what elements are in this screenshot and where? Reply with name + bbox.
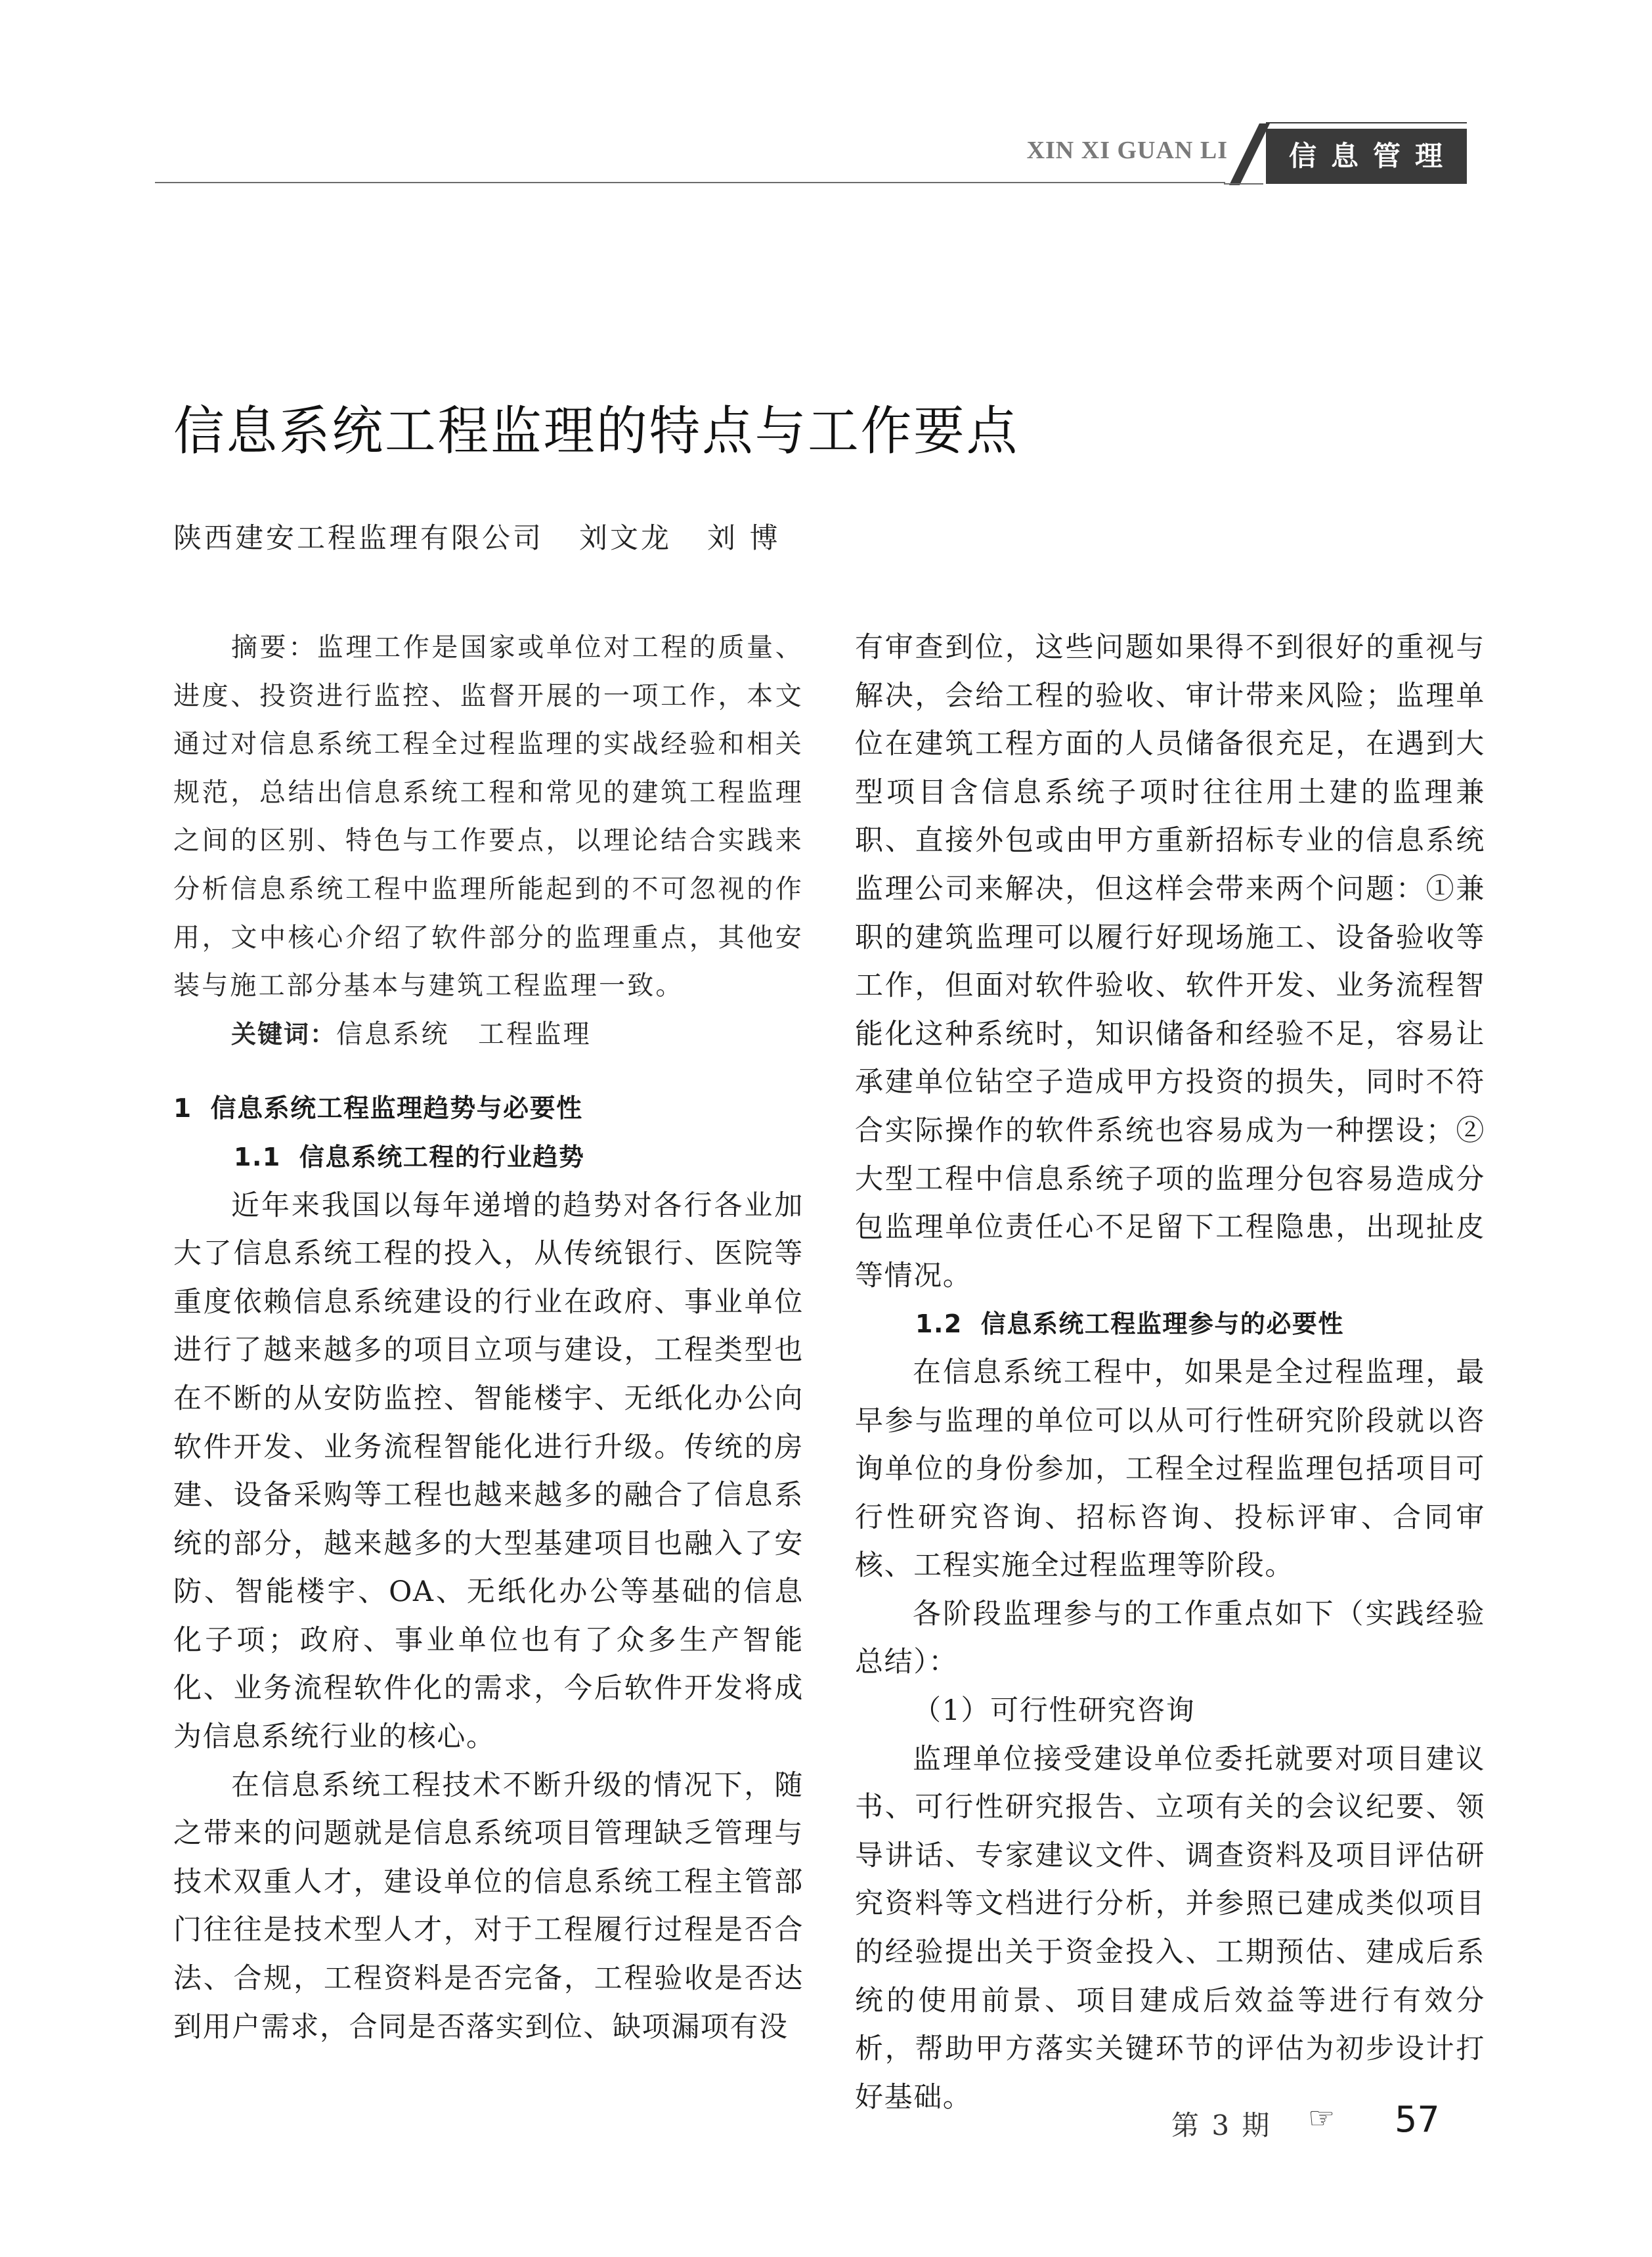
subsection-title: 信息系统工程监理参与的必要性 <box>980 1309 1344 1339</box>
section-title: 信息系统工程监理趋势与必要性 <box>210 1094 583 1124</box>
header-section-tag: 信息管理 <box>1266 129 1467 184</box>
keywords-label: 关键词： <box>231 1019 337 1049</box>
author-name: 刘 博 <box>707 522 781 555</box>
subsection-title: 信息系统工程的行业趋势 <box>299 1142 585 1172</box>
page-number: 57 <box>1395 2099 1440 2140</box>
subsection-heading <box>855 1300 1485 1349</box>
byline <box>173 516 781 556</box>
subsection-heading <box>173 1133 804 1182</box>
body-paragraph-continued: 有审查到位，这些问题如果得不到很好的重视与解决，会给工程的验收、审计带来风险；监理单位在建筑工程方面的人员储备很充足，在遇到大型项目含信息系统子项时往往用土建的监理兼职、直接外包或由甲方重新招标专业的信息系统监理公司来解决，但这样会带来两个问题：①兼职的建筑监理可以履行好现场施工、设备验收等工作，但面对软件验收、软件开发、业务流程智能化这种系统时，知识储备和经验不足，容易让承建单位钻空子造成甲方投资的损失，同时不符合实际操作的软件系统也容易成为一种摆设；②大型工程中信息系统子项的监理分包容易造成分包监理单位责任心不足留下工程隐患，出现扯皮等情况。 <box>855 631 1485 1292</box>
header-pinyin: XIN XI GUAN LI <box>1026 137 1228 164</box>
body-paragraph: 近年来我国以每年递增的趋势对各行各业加大了信息系统工程的投入，从传统银行、医院等重度依赖信息系统建设的行业在政府、事业单位进行了越来越多的项目立项与建设，工程类型也在不断的从安防监控、智能楼宇、无纸化办公向软件开发、业务流程智能化进行升级。传统的房建、设备采购等工程也越来越多的融合了信息系统的部分，越来越多的大型基建项目也融入了安防、智能楼宇、OA、无纸化办公等基础的信息化子项；政府、事业单位也有了众多生产智能化、业务流程软件化的需求，今后软件开发将成为信息系统行业的核心。 <box>173 1189 804 1754</box>
abstract: 摘要：监理工作是国家或单位对工程的质量、进度、投资进行监控、监督开展的一项工作，本文通过对信息系统工程全过程监理的实战经验和相关规范，总结出信息系统工程和常见的建筑工程监理之间的区别、特色与工作要点，以理论结合实践来分析信息系统工程中监理所能起到的不可忽视的作用，文中核心介绍了软件部分的监理重点，其他安装与施工部分基本与建筑工程监理一致。 <box>173 632 804 1001</box>
keywords <box>173 1011 804 1059</box>
left-column <box>173 624 804 2051</box>
header-slash-ornament <box>1224 123 1270 185</box>
body-paragraph: 监理单位接受建设单位委托就要对项目建议书、可行性研究报告、立项有关的会议纪要、领导讲话、专家建议文件、调查资料及项目评估研究资料等文档进行分析，并参照已建成类似项目的经验提出关于资金投入、工期预估、建成后系统的使用前景、项目建成后效益等进行有效分析，帮助甲方落实关键环节的评估为初步设计打好基础。 <box>855 1742 1485 2114</box>
article-title: 信息系统工程监理的特点与工作要点 <box>173 401 1020 462</box>
keywords-text: 信息系统 工程监理 <box>336 1019 592 1049</box>
subsection-number: 1.1 <box>234 1142 281 1172</box>
section-number: 1 <box>173 1094 192 1124</box>
subsection-number: 1.2 <box>915 1309 963 1339</box>
author-name: 刘文龙 <box>579 522 672 555</box>
header-rule <box>155 182 1225 183</box>
right-column <box>855 624 1485 2122</box>
body-paragraph: 在信息系统工程技术不断升级的情况下，随之带来的问题就是信息系统项目管理缺乏管理与技术双重人才，建设单位的信息系统工程主管部门往往是技术型人才，对于工程履行过程是否合法、合规，工程资料是否完备，工程验收是否达到用户需求，合同是否落实到位、缺项漏项有没 <box>173 1768 804 2044</box>
list-item-heading: （1）可行性研究咨询 <box>913 1694 1196 1728</box>
issue-number: 第 3 期 <box>1171 2109 1272 2141</box>
pointing-hand-icon: ☞ <box>1308 2100 1336 2136</box>
author-organization: 陕西建安工程监理有限公司 <box>173 522 544 555</box>
body-paragraph: 各阶段监理参与的工作重点如下（实践经验总结）： <box>855 1597 1485 1679</box>
section-heading <box>173 1085 804 1133</box>
body-paragraph: 在信息系统工程中，如果是全过程监理，最早参与监理的单位可以从可行性研究阶段就以咨询单位的身份参加，工程全过程监理包括项目可行性研究咨询、招标咨询、投标评审、合同审核、工程实施全过程监理等阶段。 <box>855 1355 1485 1583</box>
header-tag-topline <box>1266 122 1467 123</box>
